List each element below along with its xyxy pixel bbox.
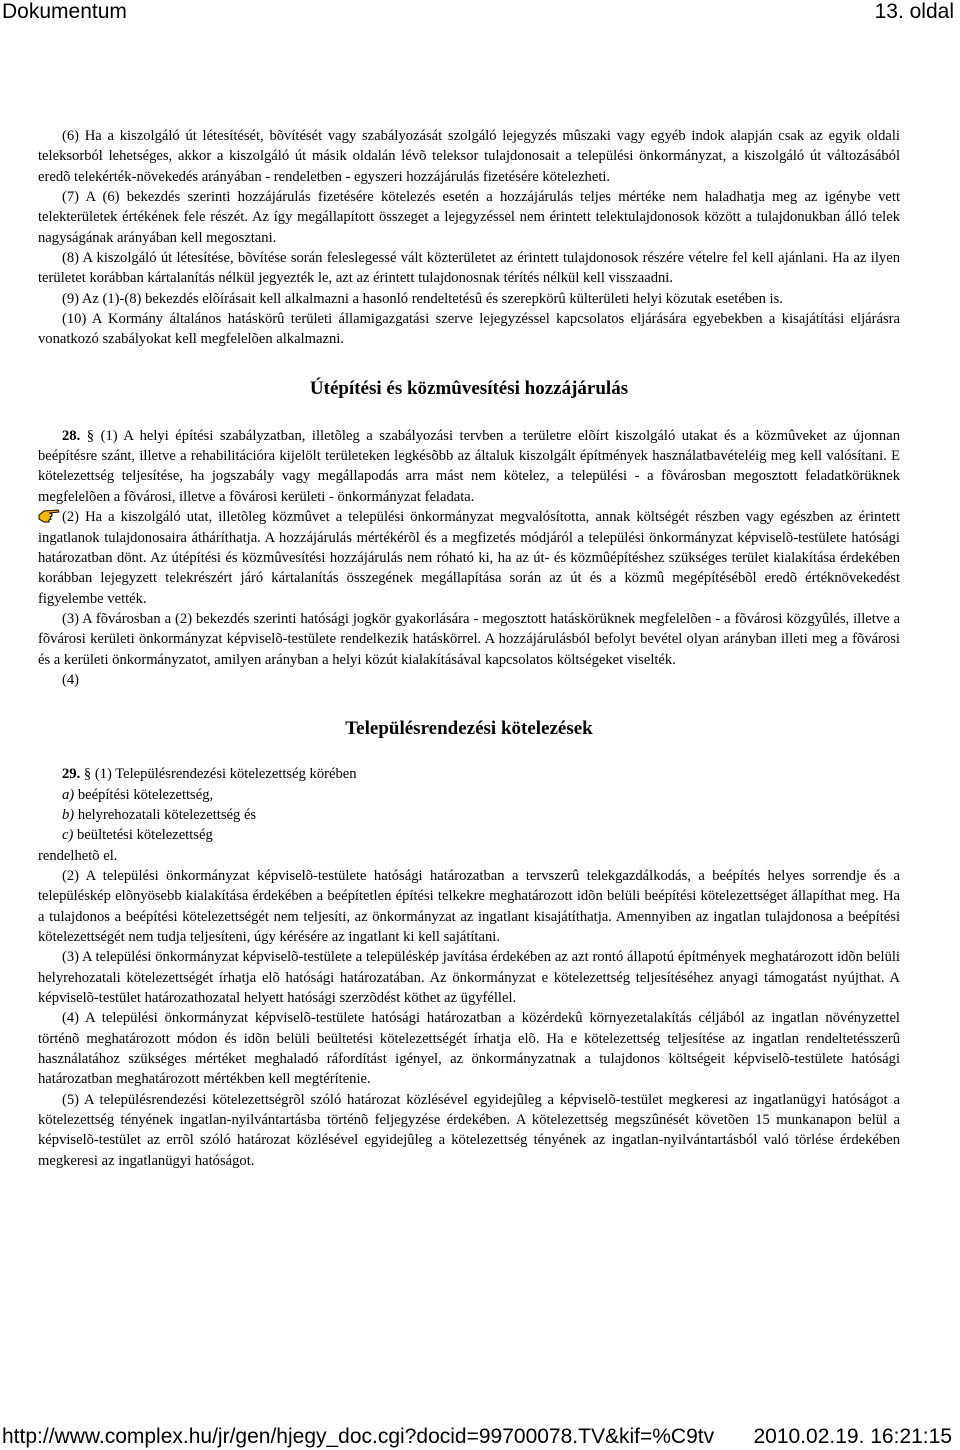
print-timestamp: 2010.02.19. 16:21:15 (753, 1425, 952, 1448)
paragraph-27-9: (9) Az (1)-(8) bekezdés elõírásait kell alkalmazni a hasonló rendeltetésû és szerepkörû külterületi helyi közutak esetében is. (62, 290, 783, 307)
paragraph-28-2-text: (2) Ha a kiszolgáló utat, illetõleg közmûvet a települési önkormányzat megvalósította, annak költségét részben vagy egészben az érintett ingatlanok tulajdonosaira átháríthatja. A hozzájárulás mértékérõl és a megfizetés módjáról a települési önkormányzat képviselõ-testülete hatósági határozatban dönt. Az útépítési és közmûvesítési hozzájárulás nem róható ki, ha az út- és közmûépítéshez szükséges terület kialakítása érdekében korábban lejegyzett telekrészért járó kártalanítás összegének megállapítása során az út és a közmû megépítésébõl eredõ értéknövekedést figyelembe vették. (38, 509, 900, 607)
paragraph-27-10: (10) A Kormány általános hatáskörû területi államigazgatási szerve lejegyzéssel kapcsolatos eljárására egyebekben a kisajátítási eljárásra vonatkozó szabályokat kell megfelelõen alkalmazni. (38, 311, 900, 348)
obligation-list (38, 785, 900, 846)
paragraph-28-3: (3) A fõvárosban a (2) bekezdés szerinti hatósági jogkör gyakorlására - megosztott hatáskörüknek megfelelõen - a fõvárosi közgyûlés, illetve a fõvárosi kerületi önkormányzat képviselõ-testülete rendelkezik hatáskörrel. A hozzájárulásból befolyt bevétel olyan arányban illeti meg a fõvárosi és a kerületi önkormányzatot, amilyen arányban a helyi közút kialakításával kapcsolatos költségeket viselték. (38, 610, 900, 668)
document-body (38, 126, 900, 1171)
section-heading-29: Településrendezési kötelezések (345, 718, 593, 740)
list-marker: a) (62, 786, 75, 803)
paragraph-28-4: (4) (62, 671, 80, 688)
paragraph-27-6: (6) Ha a kiszolgáló út létesítését, bõvítését vagy szabályozását szolgáló lejegyzés mûszaki vagy egyéb indok alapján csak az egyik oldali teleksorból lehetséges, akkor a kiszolgáló út másik oldalán lévõ teleksor tulajdonosait a települési önkormányzat, a kiszolgáló út változásából eredõ telekérték-növekedés arányában - rendeletben - egyszeri hozzájárulás fizetésére kötelezheti. (38, 128, 900, 185)
section-heading-28: Útépítési és közmûvesítési hozzájárulás (309, 377, 629, 399)
paragraph-29-1 (38, 764, 900, 784)
page-header (0, 0, 960, 26)
paragraph-27-8: (8) A kiszolgáló út létesítése, bõvítése során feleslegessé vált közterületet az érintett tulajdonosok részére vételre fel kell ajánlani. Ha az ilyen területet korábban kártalanítás nélkül jegyezték le, azt az érintett tulajdonosnak térítés nélkül kell visszaadni. (38, 250, 900, 287)
list-item-text: helyrehozatali kötelezettség és (74, 806, 257, 823)
paragraph-29-1-text: § (1) Településrendezési kötelezettség körében (80, 766, 357, 783)
list-item (38, 825, 900, 845)
paragraph-28-2 (38, 507, 900, 609)
paragraph-28-1 (38, 426, 900, 507)
list-item-text: beépítési kötelezettség, (74, 786, 214, 803)
list-marker: c) (62, 827, 74, 844)
list-item-text: beültetési kötelezettség (73, 827, 213, 844)
paragraph-29-2: (2) A települési önkormányzat képviselõ-testülete hatósági határozatban a tervszerû telekgazdálkodás, a beépítés helyes sorrendje és a településkép elõnyösebb kialakítása érdekében a beépítetlen építési telkekre meghatározott idõn belüli beépítési kötelezettséget állapíthat meg. Ha a tulajdonos a beépítési kötelezettségét nem teljesíti, az önkormányzat az ingatlant kisajátíthatja. Amennyiben az ingatlan tulajdonosa a beépítési kötelezettségét nem tudja teljesíteni, úgy kérésére az ingatlant ki kell sajátítani. (38, 867, 900, 945)
page-number: 13. oldal (874, 0, 954, 23)
page-footer (0, 1424, 960, 1450)
paragraph-27-7: (7) A (6) bekezdés szerinti hozzájárulás fizetésére kötelezés esetén a hozzájárulás teljes mértéke nem haladhatja meg az igénybe vett telekterületek értékének fele részét. Az így megállapított összeget a lejegyzéssel nem érintett telektulajdonosok között a tulajdonukban álló telek nagyságának arányában kell megosztani. (38, 189, 900, 246)
paragraph-29-5: (5) A településrendezési kötelezettségrõl szóló határozat közlésével egyidejûleg a képviselõ-testület megkeresi az ingatlanügyi hatóságot a kötelezettség tényének ingatlan-nyilvántartásba történõ feljegyzése érdekében. A kötelezettség megszûnését követõen 15 munkanapon belül a képviselõ-testület az errõl szóló határozat közlésével egyidejûleg a kötelezettség tényének az ingatlan-nyilvántartásból való törlése érdekében megkeresi az ingatlanügyi hatóságot. (38, 1091, 900, 1169)
document-title: Dokumentum (2, 0, 127, 23)
pointing-hand-icon[interactable] (38, 507, 62, 524)
list-item (38, 805, 900, 825)
paragraph-29-4: (4) A települési önkormányzat képviselõ-testülete hatósági határozatban a közérdekû környezetalakítás céljából az ingatlan növényzettel történõ meghatározott módon és idõn belüli beültetési kötelezettségét írhatja elõ. Ha e kötelezettség teljesítése az ingatlan rendeltetésszerû használatához szükséges mértéket meghaladó ráfordítást igényel, az önkormányzatnak a tulajdonos költségeit képviselõ-testülete hatósági határozatban meghatározott mértékben kell megtérítenie. (38, 1010, 900, 1088)
paragraph-29-3: (3) A települési önkormányzat képviselõ-testülete a településkép javítása érdekében az azt rontó állapotú építmények meghatározott idõn belüli helyrehozatali kötelezettségét írhatja elõ hatósági határozatában. Az önkormányzat e kötelezettség teljesítéséhez anyagi támogatást nyújthat. A képviselõ-testület határozathozatal helyett hatósági szerzõdést köthet az ügyféllel. (38, 949, 900, 1007)
source-url[interactable]: http://www.complex.hu/jr/gen/hjegy_doc.cgi?docid=99700078.TV&kif=%C9tv (2, 1425, 715, 1448)
section-number-28: 28. (62, 427, 81, 444)
section-number-29: 29. (62, 766, 81, 783)
list-item (38, 785, 900, 805)
list-tail: rendelhetõ el. (38, 847, 118, 864)
paragraph-28-1-text: § (1) A helyi építési szabályzatban, illetõleg a szabályozási tervben a területre elõírt kiszolgáló utakat és a közmûveket az újonnan beépítésre szánt, illetve a rehabilitációra kijelölt területeken legkésõbb az általuk kiszolgált építmények használatbavételéig meg kell valósítani. E kötelezettség teljesítése, ha jogszabály vagy megállapodás arra mást nem kötelez, a települési - a fõvárosban megosztott feladatkörüknek megfelelõen a fõvárosi, illetve a fõvárosi kerületi - önkormányzat feladata. (38, 427, 900, 505)
list-marker: b) (62, 806, 75, 823)
